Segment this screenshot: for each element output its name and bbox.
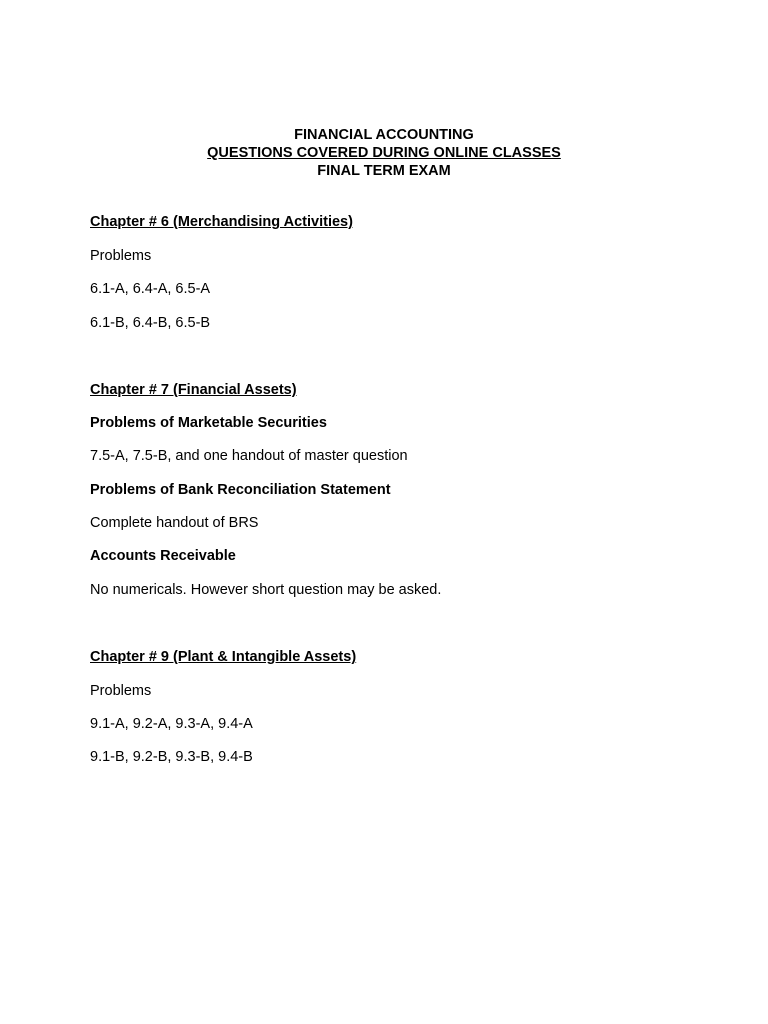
accounts-receivable-label: Accounts Receivable: [90, 548, 236, 564]
bank-reconciliation-text: Complete handout of BRS: [90, 515, 259, 531]
marketable-securities-label: Problems of Marketable Securities: [90, 415, 327, 431]
chapter-6-problems-a: 6.1-A, 6.4-A, 6.5-A: [90, 281, 211, 297]
document-subtitle: QUESTIONS COVERED DURING ONLINE CLASSES: [207, 145, 561, 161]
course-title: FINANCIAL ACCOUNTING: [294, 127, 474, 143]
chapter-6-problems-label: Problems: [90, 248, 152, 264]
chapter-9-problems-a: 9.1-A, 9.2-A, 9.3-A, 9.4-A: [90, 716, 253, 732]
accounts-receivable-text: No numericals. However short question may be asked.: [90, 582, 442, 598]
chapter-9-problems-label: Problems: [90, 683, 152, 699]
chapter-6-problems-b: 6.1-B, 6.4-B, 6.5-B: [90, 315, 211, 331]
exam-title: FINAL TERM EXAM: [317, 163, 451, 179]
chapter-9-problems-b: 9.1-B, 9.2-B, 9.3-B, 9.4-B: [90, 749, 253, 765]
chapter-7-heading: Chapter # 7 (Financial Assets): [90, 382, 297, 398]
document-header: [0, 126, 768, 180]
chapter-6-heading: Chapter # 6 (Merchandising Activities): [90, 214, 353, 230]
marketable-securities-text: 7.5-A, 7.5-B, and one handout of master question: [90, 448, 408, 464]
bank-reconciliation-label: Problems of Bank Reconciliation Statement: [90, 482, 391, 498]
chapter-9-heading: Chapter # 9 (Plant & Intangible Assets): [90, 649, 357, 665]
